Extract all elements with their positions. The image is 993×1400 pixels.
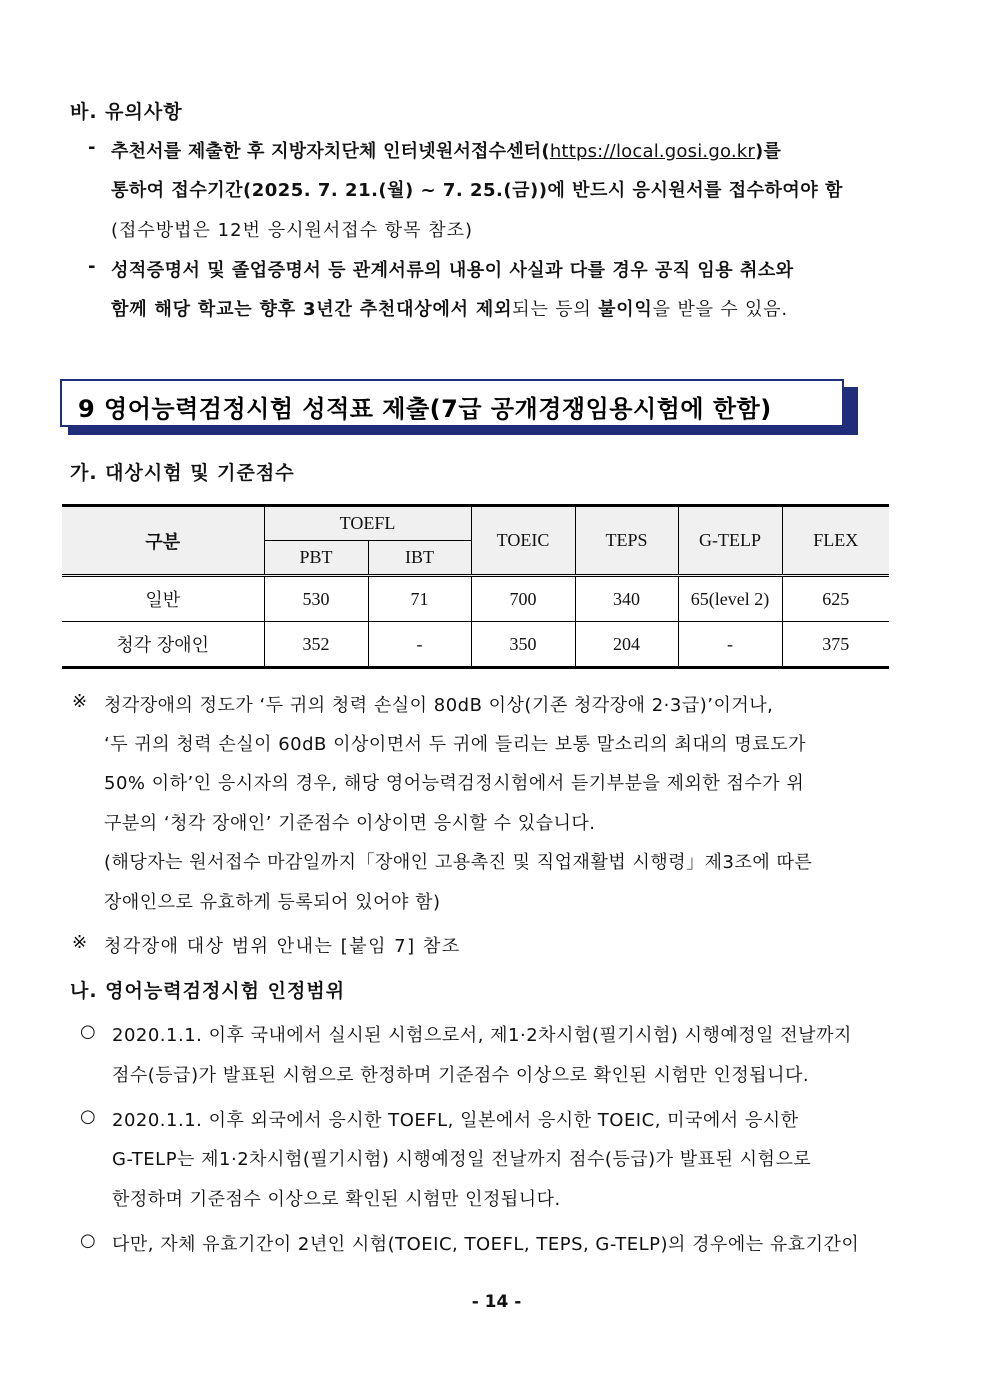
col-toefl-pbt: PBT	[264, 541, 368, 576]
subb-item3-line1: 다만, 자체 유효기간이 2년인 시험(TOEIC, TOEFL, TEPS, G-TELP)의 경우에는 유효기간이	[112, 1234, 860, 1255]
table-cell: -	[368, 622, 471, 668]
table-cell: 350	[471, 622, 575, 668]
subb-item2-line3: 한정하며 기준점수 이상으로 확인된 시험만 인정됩니다.	[112, 1189, 561, 1210]
col-teps: TEPS	[575, 506, 678, 576]
subb-item2-bullet: ○	[80, 1106, 97, 1127]
notes-heading: 바. 유의사항	[70, 101, 183, 123]
notes-item2-line1: 성적증명서 및 졸업증명서 등 관계서류의 내용이 사실과 다를 경우 공직 임용 취소와	[111, 260, 794, 281]
notes-item1-bullet: -	[88, 137, 96, 158]
subb-heading: 나. 영어능력검정시험 인정범위	[70, 980, 346, 1002]
note2-text: 청각장애 대상 범위 안내는 [붙임 7] 참조	[104, 936, 461, 957]
section-title-box	[60, 379, 844, 427]
note1-line1: 청각장애의 정도가 ‘두 귀의 청력 손실이 80dB 이상(기존 청각장애 2·3급)’이거나,	[104, 695, 774, 716]
table-cell: 204	[575, 622, 678, 668]
page-number: - 14 -	[471, 1292, 522, 1312]
subb-item1-line1: 2020.1.1. 이후 국내에서 실시된 시험으로서, 제1·2차시험(필기시험) 시행예정일 전날까지	[112, 1025, 852, 1046]
table-cell: 700	[471, 576, 575, 622]
note1-mark: ※	[72, 691, 88, 712]
notes-item2-line2: 함께 해당 학교는 향후 3년간 추천대상에서 제외되는 등의 불이익을 받을 수 있음.	[111, 299, 788, 320]
table-row	[62, 622, 889, 668]
table-cell: 71	[368, 576, 471, 622]
subb-item2-line2: G-TELP는 제1·2차시험(필기시험) 시행예정일 전날까지 점수(등급)가 발표된 시험으로	[112, 1149, 812, 1170]
gosi-url-link[interactable]: https://local.gosi.go.kr	[549, 141, 756, 162]
table-cell: 340	[575, 576, 678, 622]
col-gtelp: G-TELP	[678, 506, 782, 576]
table-cell: 625	[782, 576, 889, 622]
col-flex: FLEX	[782, 506, 889, 576]
note1-line2: ‘두 귀의 청력 손실이 60dB 이상이면서 두 귀에 들리는 보통 말소리의 최대의 명료도가	[104, 734, 806, 755]
note1-line3: 50% 이하’인 응시자의 경우, 해당 영어능력검정시험에서 듣기부분을 제외한 점수가 위	[104, 773, 805, 794]
note1-line4: 구분의 ‘청각 장애인’ 기준점수 이상이면 응시할 수 있습니다.	[104, 813, 596, 834]
suba-heading: 가. 대상시험 및 기준점수	[70, 462, 295, 484]
row-label: 일반	[62, 576, 264, 622]
subb-item1-line2: 점수(등급)가 발표된 시험으로 한정하며 기준점수 이상으로 확인된 시험만 인정됩니다.	[112, 1065, 810, 1086]
notes-item1-line2: 통하여 접수기간(2025. 7. 21.(월) ~ 7. 25.(금))에 반드시 응시원서를 접수하여야 함	[111, 180, 843, 201]
note1-line5: (해당자는 원서접수 마감일까지「장애인 고용촉진 및 직업재활법 시행령」제3조에 따른	[104, 852, 813, 873]
table-row	[62, 576, 889, 622]
table-cell: 375	[782, 622, 889, 668]
col-category: 구분	[62, 506, 264, 576]
col-toefl-ibt: IBT	[368, 541, 471, 576]
notes-item1-line3: (접수방법은 12번 응시원서접수 항목 참조)	[111, 220, 474, 241]
table-cell: 65(level 2)	[678, 576, 782, 622]
subb-item3-bullet: ○	[80, 1230, 97, 1251]
note1-line6: 장애인으로 유효하게 등록되어 있어야 함)	[104, 892, 441, 913]
table-cell: 352	[264, 622, 368, 668]
note2-mark: ※	[72, 932, 88, 953]
score-table	[62, 504, 889, 669]
table-cell: 530	[264, 576, 368, 622]
col-toeic: TOEIC	[471, 506, 575, 576]
row-label: 청각 장애인	[62, 622, 264, 668]
subb-item1-bullet: ○	[80, 1021, 97, 1042]
col-toefl: TOEFL	[264, 506, 471, 541]
notes-item2-bullet: -	[88, 256, 96, 277]
subb-item2-line1: 2020.1.1. 이후 외국에서 응시한 TOEFL, 일본에서 응시한 TOEIC, 미국에서 응시한	[112, 1110, 799, 1131]
notes-item1-line1: 추천서를 제출한 후 지방자치단체 인터넷원서접수센터(https://local.gosi.go.kr)를	[111, 141, 782, 162]
section-title: 9 영어능력검정시험 성적표 제출(7급 공개경쟁임용시험에 한함)	[78, 395, 772, 423]
table-cell: -	[678, 622, 782, 668]
